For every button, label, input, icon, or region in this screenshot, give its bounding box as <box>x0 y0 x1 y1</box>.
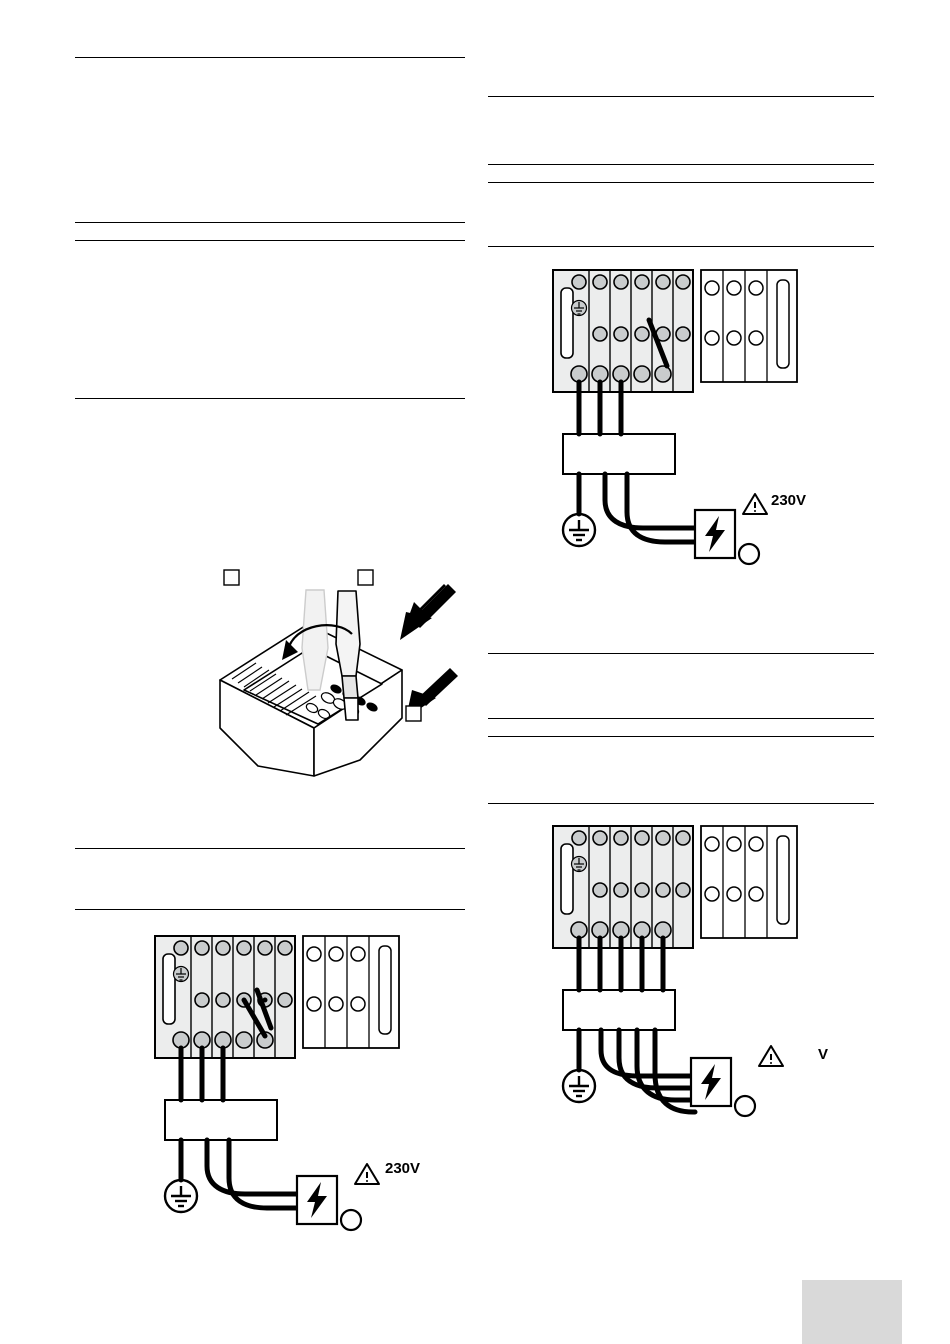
rule-left-section-a-top <box>75 222 465 223</box>
rule-left-top <box>75 57 465 58</box>
terminal-block-insertion-illustration <box>160 548 465 813</box>
rule-left-section-b <box>75 398 465 399</box>
voltage-label-v-right-lower: V <box>818 1046 829 1063</box>
voltage-label-230v-right-upper: 230V <box>771 492 807 509</box>
rule-left-section-c-top <box>75 848 465 849</box>
wiring-diagram-5-wire-lower <box>543 818 888 1128</box>
rule-left-section-a-bottom <box>75 240 465 241</box>
rule-right-sub-b-mid2 <box>488 736 874 737</box>
voltage-label-230v-left: 230V <box>385 1160 421 1177</box>
callout-2-label <box>360 570 375 585</box>
rule-right-sub-a-end <box>488 246 874 247</box>
wiring-diagram-3-wire-upper <box>543 262 883 572</box>
rule-right-sub-b-mid <box>488 718 874 719</box>
rule-right-sub-b-top <box>488 653 874 654</box>
rule-right-sub-a-top <box>488 164 874 165</box>
rule-right-sub-a-bottom <box>488 182 874 183</box>
callout-1-label <box>226 570 241 585</box>
right-column <box>488 0 876 1344</box>
rule-right-sub-b-end <box>488 803 874 804</box>
rule-left-section-c-bottom <box>75 909 465 910</box>
callout-3-label <box>408 706 423 721</box>
rule-right-top <box>488 96 874 97</box>
left-column <box>75 0 465 1344</box>
page-corner-block <box>802 1280 902 1344</box>
wiring-diagram-3-wire <box>145 928 485 1248</box>
